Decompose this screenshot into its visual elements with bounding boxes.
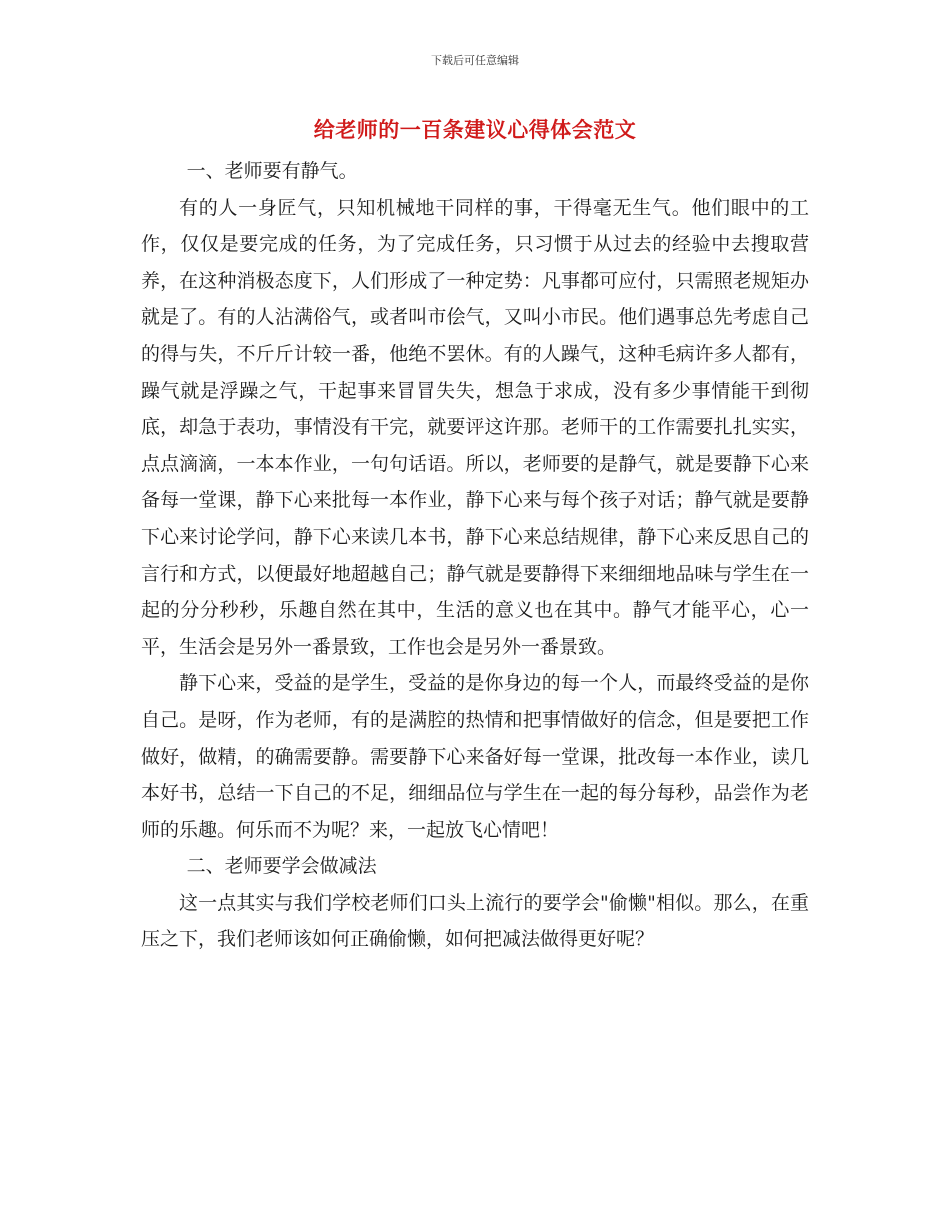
page-header-note: 下载后可任意编辑 [431, 54, 519, 67]
document-title: 给老师的一百条建议心得体会范文 [313, 118, 637, 142]
body-paragraph: 这一点其实与我们学校老师们口头上流行的要学会"偷懒"相似。那么，在重压之下，我们老师该如何正确偷懒，如何把减法做得更好呢？ [141, 891, 809, 951]
body-paragraph: 有的人一身匠气，只知机械地干同样的事，干得毫无生气。他们眼中的工作，仅仅是要完成的任务，为了完成任务，只习惯于从过去的经验中去搜取营养，在这种消极态度下，人们形成了一种定势：凡事都可应付，只需照老规矩办就是了。有的人沾满俗气，或者叫市侩气，又叫小市民。他们遇事总先考虑自己的得与失，不斤斤计较一番，他绝不罢休。有的人躁气，这种毛病许多人都有，躁气就是浮躁之气，干起事来冒冒失失，想急于求成，没有多少事情能干到彻底，却急于表功，事情没有干完，就要评这许那。老师干的工作需要扎扎实实，点点滴滴，一本本作业，一句句话语。所以，老师要的是静气，就是要静下心来备每一堂课，静下心来批每一本作业，静下心来与每个孩子对话；静气就是要静下心来讨论学问，静下心来读几本书，静下心来总结规律，静下心来反思自己的言行和方式，以便最好地超越自己；静气就是要静得下来细细地品味与学生在一起的分分秒秒，乐趣自然在其中，生活的意义也在其中。静气才能平心，心一平，生活会是另外一番景致，工作也会是另外一番景致。 [141, 196, 809, 658]
body-paragraph: 静下心来，受益的是学生，受益的是你身边的每一个人，而最终受益的是你自己。是呀，作为老师，有的是满腔的热情和把事情做好的信念，但是要把工作做好，做精，的确需要静。需要静下心来备好每一堂课，批改每一本作业，读几本好书，总结一下自己的不足，细细品位与学生在一起的每分每秒，品尝作为老师的乐趣。何乐而不为呢？来，一起放飞心情吧！ [141, 672, 809, 841]
section-heading: 一、老师要有静气。 [186, 160, 358, 182]
section-heading: 二、老师要学会做减法 [186, 855, 377, 878]
document-body [141, 153, 809, 958]
